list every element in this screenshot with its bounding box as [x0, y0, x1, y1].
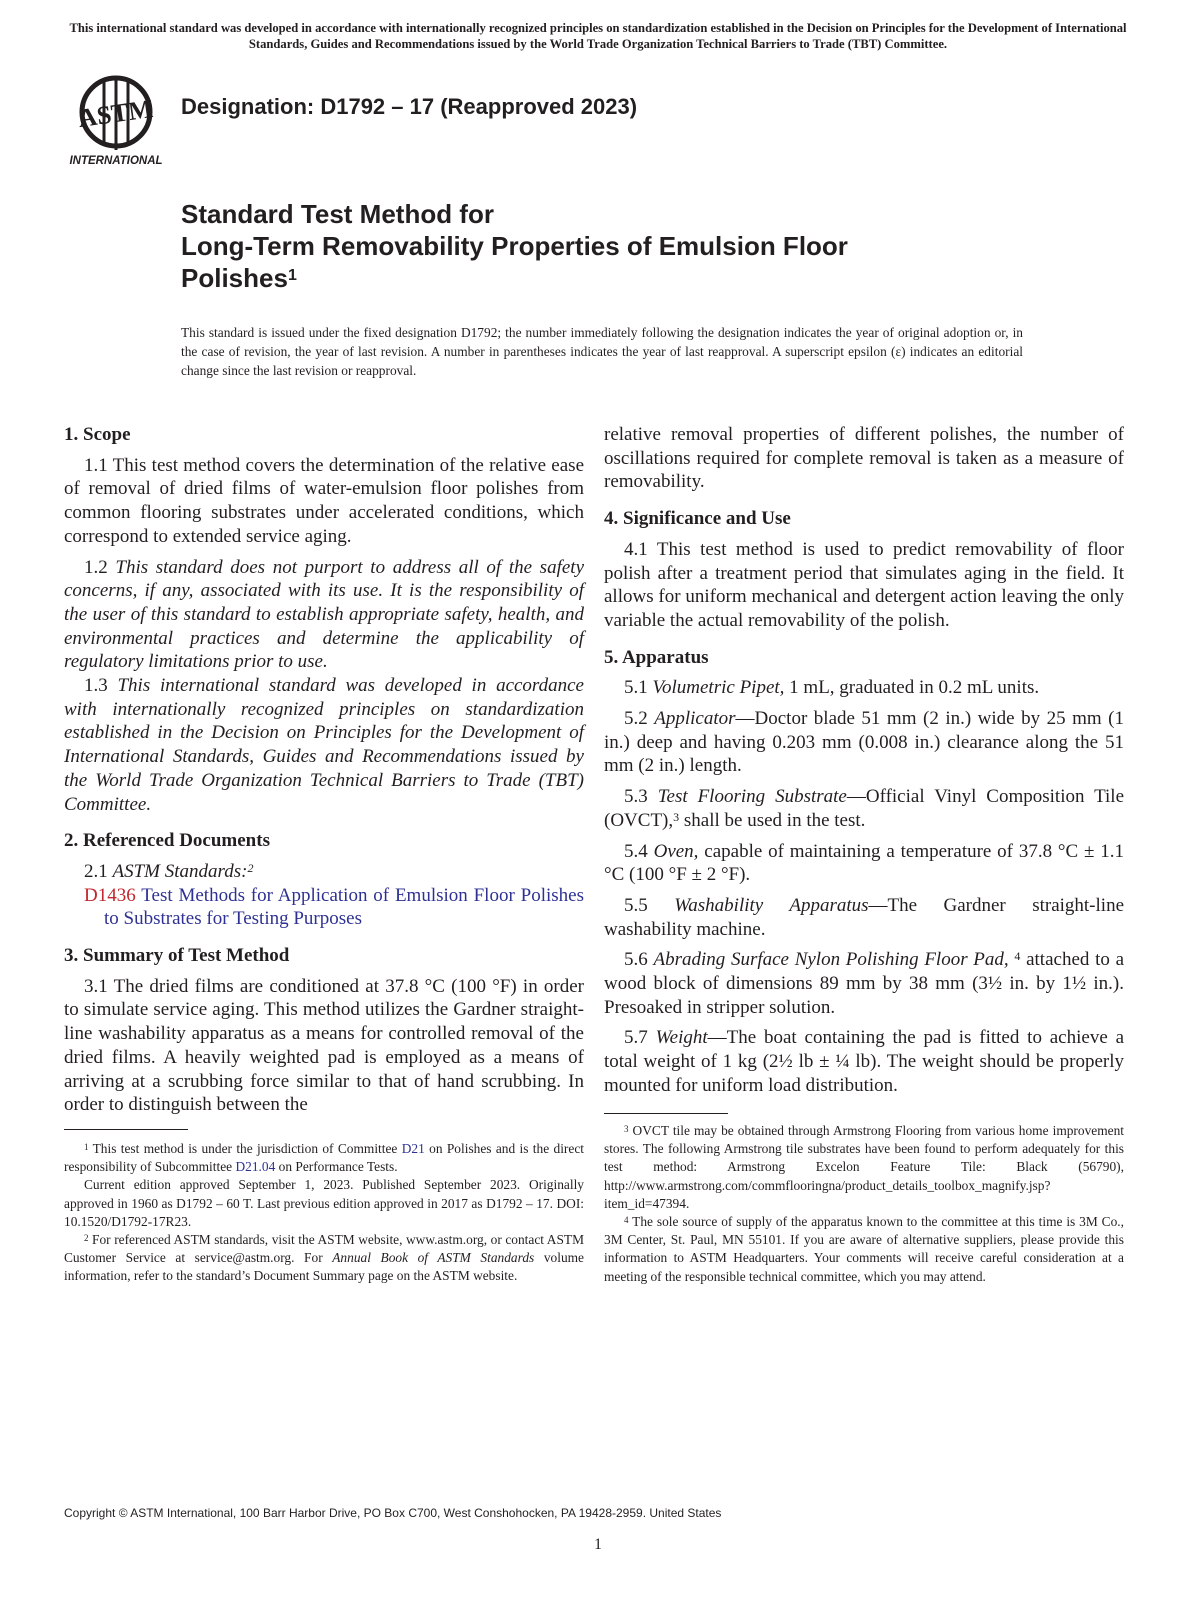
para-2-1-num: 2.1: [84, 860, 108, 882]
para-1-1: 1.1 This test method covers the determination of the relative ease of removal of dried films of water-emulsion floor polishes from common flooring substrates under accelerated conditions, which correspond to extended service aging.: [64, 454, 584, 547]
para-3-1-continued: relative removal properties of different polishes, the number of oscillations required for complete removal is taken as a measure of removability.: [604, 424, 1124, 493]
footnotes-right: [604, 1122, 1124, 1286]
footnote-3-mark: 3: [624, 1124, 629, 1134]
designation: Designation: D1792 – 17 (Reapproved 2023): [181, 94, 638, 119]
section-1-heading: 1. Scope: [64, 424, 131, 445]
para-4-1: 4.1 This test method is used to predict removability of floor polish after a treatment period that simulates aging in the field. It allows for uniform mechanical and detergent action leaving the only variable the actual removability of the polish.: [604, 538, 1124, 631]
footnote-3: [604, 1122, 1124, 1213]
para-5-1-text: 1 mL, graduated in 0.2 mL units.: [789, 677, 1040, 699]
para-5-7-num: 5.7: [624, 1027, 648, 1049]
para-3-1: 3.1 The dried films are conditioned at 37.8 °C (100 °F) in order to simulate service aging. This method utilizes the Gardner straight-line washability apparatus as a means for controlled removal of the dried films. A heavily weighted pad is employed as a means of arriving at a scrubbing force similar to that of hand scrubbing. In order to distinguish between the: [64, 975, 584, 1116]
para-5-3: [604, 785, 1124, 832]
copyright-line: Copyright © ASTM International, 100 Barr Harbor Drive, PO Box C700, West Conshohocken, PA 19428-2959. United States: [64, 1506, 722, 1520]
para-5-2-num: 5.2: [624, 708, 648, 730]
para-1-3: [64, 674, 584, 816]
logo-label: INTERNATIONAL: [69, 155, 163, 167]
footnote-1-text-b: on Polishes and is the direct responsibility of Subcommittee: [64, 1141, 584, 1175]
para-5-2-term: Applicator: [654, 708, 736, 730]
para-5-3-num: 5.3: [624, 786, 648, 808]
para-1-2-text: This standard does not purport to address all of the safety concerns, if any, associated with its use. It is the responsibility of the user of this standard to establish appropriate safety, health, and environmental practices and determine the applicability of regulatory limitations prior to use.: [64, 556, 584, 673]
section-3-heading: 3. Summary of Test Method: [64, 945, 290, 967]
title-line-2: Long-Term Removability Properties of Emulsion Floor: [181, 231, 848, 261]
footnote-2: [64, 1231, 584, 1286]
footnote-2-italic: Annual Book of ASTM Standards: [332, 1250, 535, 1266]
para-5-6-sup: 4: [1014, 949, 1021, 964]
footnote-1-text-a: This test method is under the jurisdiction of Committee: [88, 1141, 402, 1156]
left-column: [64, 423, 584, 1117]
para-5-5: [604, 894, 1124, 941]
para-5-6-text: attached to a wood block of dimensions 89 mm by 38 mm (3½ in. by 1½ in.). Presoaked in stripper solution.: [604, 949, 1125, 1018]
standard-title: [181, 198, 1081, 294]
issued-note: This standard is issued under the fixed designation D1792; the number immediately following the designation indicates the year of original adoption or, in the case of revision, the year of last revision. A number in parentheses indicates the year of last reapproval. A superscript epsilon (ε) indicates an editorial change since the last revision or reapproval.: [181, 325, 1023, 378]
subcommittee-d21-04-link[interactable]: D21.04: [235, 1159, 276, 1175]
para-5-6-term: Abrading Surface Nylon Polishing Floor Pad,: [653, 949, 1009, 971]
para-5-3-text-a: —Official Vinyl Composition Tile (OVCT),: [604, 786, 1125, 831]
footnote-rule-left: [64, 1129, 188, 1130]
para-1-3-text: This international standard was developed in accordance with internationally recognized principles on standardization established in the Decision on Principles for the Development of International Standards, Guides and Recommendations issued by the World Trade Organization Technical Barriers to Trade (TBT) Committee.: [64, 675, 584, 815]
title-line-3-text: Polishes: [181, 263, 288, 293]
para-5-6-num: 5.6: [624, 949, 648, 971]
footnote-1-text-c: on Performance Tests.: [275, 1159, 398, 1175]
astm-logo: [64, 72, 168, 168]
para-1-2-num: 1.2: [84, 556, 108, 578]
para-2-1-text: ASTM Standards:: [112, 860, 248, 882]
ref-title-link[interactable]: Test Methods for Application of Emulsion Floor Polishes to Substrates for Testing Purposes: [104, 884, 584, 930]
title-line-3: [181, 262, 1081, 294]
committee-d21-link[interactable]: D21: [401, 1141, 425, 1156]
para-5-5-num: 5.5: [624, 894, 648, 916]
para-5-1-term: Volumetric Pipet,: [652, 677, 785, 699]
right-column: [604, 423, 1124, 1098]
footnote-2-text-a: For referenced ASTM standards, visit the ASTM website, www.astm.org, or contact ASTM Customer Service at service@astm.org. For: [64, 1232, 584, 1266]
ref-code-link[interactable]: D1436: [84, 884, 136, 906]
para-5-3-text-b: shall be used in the test.: [679, 809, 866, 831]
footnote-4-text: The sole source of supply of the apparatus known to the committee at this time is 3M Co., 3M Center, St. Paul, MN 55101. If you are aware of alternative suppliers, please provide this information to ASTM Headquarters. Your comments will receive careful consideration at a meeting of the responsible technical committee, which you may attend.: [604, 1214, 1124, 1284]
footnote-rule-right: [604, 1113, 728, 1114]
para-5-3-term: Test Flooring Substrate: [657, 786, 847, 808]
footnote-2-mark: 2: [84, 1233, 89, 1244]
para-5-2: [604, 707, 1124, 778]
para-5-4: [604, 840, 1124, 887]
para-5-1: [604, 676, 1124, 700]
title-line-1: Standard Test Method for: [181, 199, 494, 229]
footnote-2-text-b: volume information, refer to the standard’s Document Summary page on the ASTM website.: [64, 1250, 584, 1284]
section-2-heading: 2. Referenced Documents: [64, 830, 270, 852]
footnote-1: [64, 1140, 584, 1176]
para-5-6: [604, 948, 1124, 1019]
title-footnote-mark: 1: [287, 267, 297, 284]
para-5-3-sup: 3: [673, 809, 680, 824]
footnotes-left: [64, 1140, 584, 1286]
para-2-1-sup: 2: [247, 860, 254, 875]
footnote-1-edition: Current edition approved September 1, 2023. Published September 2023. Originally approved in 1960 as D1792 – 60 T. Last previous edition approved in 2017 as D1792 – 17. DOI: 10.1520/D1792-17R23.: [64, 1177, 584, 1229]
footnote-4: [604, 1213, 1124, 1286]
logo-letters: ASTM: [76, 93, 155, 134]
section-5-heading: 5. Apparatus: [604, 646, 709, 668]
para-5-4-text: capable of maintaining a temperature of 37.8 °C ± 1.1 °C (100 °F ± 2 °F).: [604, 840, 1125, 886]
page-number: 1: [594, 1536, 602, 1553]
wto-notice: This international standard was developed in accordance with internationally recognized principles on standardization established in the Decision on Principles for the Development of International Standards, Guides and Recommendations issued by the World Trade Organization Technical Barriers to Trade (TBT) Committee.: [69, 21, 1127, 51]
para-1-2: [64, 556, 584, 675]
para-5-4-num: 5.4: [624, 840, 648, 862]
para-2-1: [64, 860, 584, 884]
footnote-3-text: OVCT tile may be obtained through Armstrong Flooring from various home improvement stores. The following Armstrong tile substrates have been found to perform adequately for this test method: Armstrong Excelon Feature Tile: Black (56790), http://www.armstrong.com/commflooringna/product_details_toolbox_magnify.jsp?item_id=47394.: [604, 1123, 1124, 1211]
footnote-1-mark: 1: [84, 1142, 89, 1152]
para-5-4-term: Oven,: [653, 840, 699, 862]
para-1-3-num: 1.3: [84, 675, 108, 697]
footnote-4-mark: 4: [624, 1215, 629, 1226]
reference-d1436[interactable]: [64, 884, 584, 931]
section-4-heading: 4. Significance and Use: [604, 508, 791, 530]
para-5-7-text: —The boat containing the pad is fitted to achieve a total weight of 1 kg (2½ lb ± ¼ lb). The weight should be properly mounted for uniform load distribution.: [604, 1027, 1125, 1096]
para-5-7: [604, 1026, 1124, 1097]
para-5-2-text: —Doctor blade 51 mm (2 in.) wide by 25 mm (1 in.) deep and having 0.203 mm (0.008 in.) clearance along the 51 mm (2 in.) length.: [604, 708, 1124, 777]
para-5-7-term: Weight: [655, 1027, 708, 1049]
para-5-5-term: Washability Apparatus: [674, 894, 869, 916]
para-5-1-num: 5.1: [624, 677, 648, 699]
para-5-5-text: —The Gardner straight-line washability machine.: [604, 894, 1125, 940]
